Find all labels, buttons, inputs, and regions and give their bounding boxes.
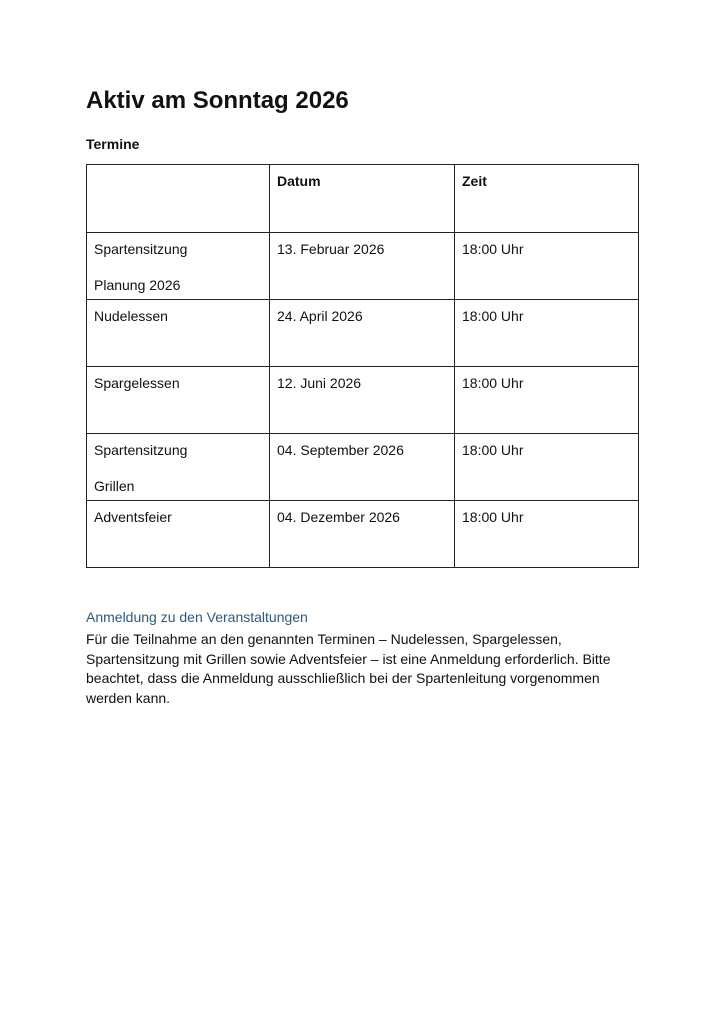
schedule-table [86,164,639,568]
section-heading-termine: Termine [86,136,140,152]
date-cell: 04. September 2026 [270,434,455,501]
registration-heading: Anmeldung zu den Veranstaltungen [86,609,308,625]
table-row [87,233,639,300]
date-cell: 13. Februar 2026 [270,233,455,300]
header-date: Datum [270,165,455,233]
time-cell: 18:00 Uhr [455,367,639,434]
event-name: Adventsfeier [94,509,172,525]
time-cell: 18:00 Uhr [455,434,639,501]
event-name: Spartensitzung [94,442,188,458]
table-header-row [87,165,639,233]
table-row [87,367,639,434]
event-name: Nudelessen [94,308,168,324]
event-cell [87,233,270,300]
header-time: Zeit [455,165,639,233]
event-detail: Grillen [94,478,135,494]
event-detail: Planung 2026 [94,277,181,293]
table-row [87,501,639,568]
event-name: Spargelessen [94,375,180,391]
time-cell: 18:00 Uhr [455,300,639,367]
date-cell: 12. Juni 2026 [270,367,455,434]
header-event [87,165,270,233]
event-cell [87,501,270,568]
table-row [87,300,639,367]
event-cell [87,434,270,501]
document-title: Aktiv am Sonntag 2026 [86,87,349,114]
event-cell [87,367,270,434]
time-cell: 18:00 Uhr [455,233,639,300]
time-cell: 18:00 Uhr [455,501,639,568]
event-name: Spartensitzung [94,241,188,257]
table-row [87,434,639,501]
date-cell: 04. Dezember 2026 [270,501,455,568]
date-cell: 24. April 2026 [270,300,455,367]
event-cell [87,300,270,367]
registration-text: Für die Teilnahme an den genannten Terminen – Nudelessen, Spargelessen, Spartensitzung mit Grillen sowie Adventsfeier – ist eine Anmeldung erforderlich. Bitte beachtet, dass die Anmeldung ausschließlich bei der Spartenleitung vorgenommen werden kann. [86,631,611,706]
